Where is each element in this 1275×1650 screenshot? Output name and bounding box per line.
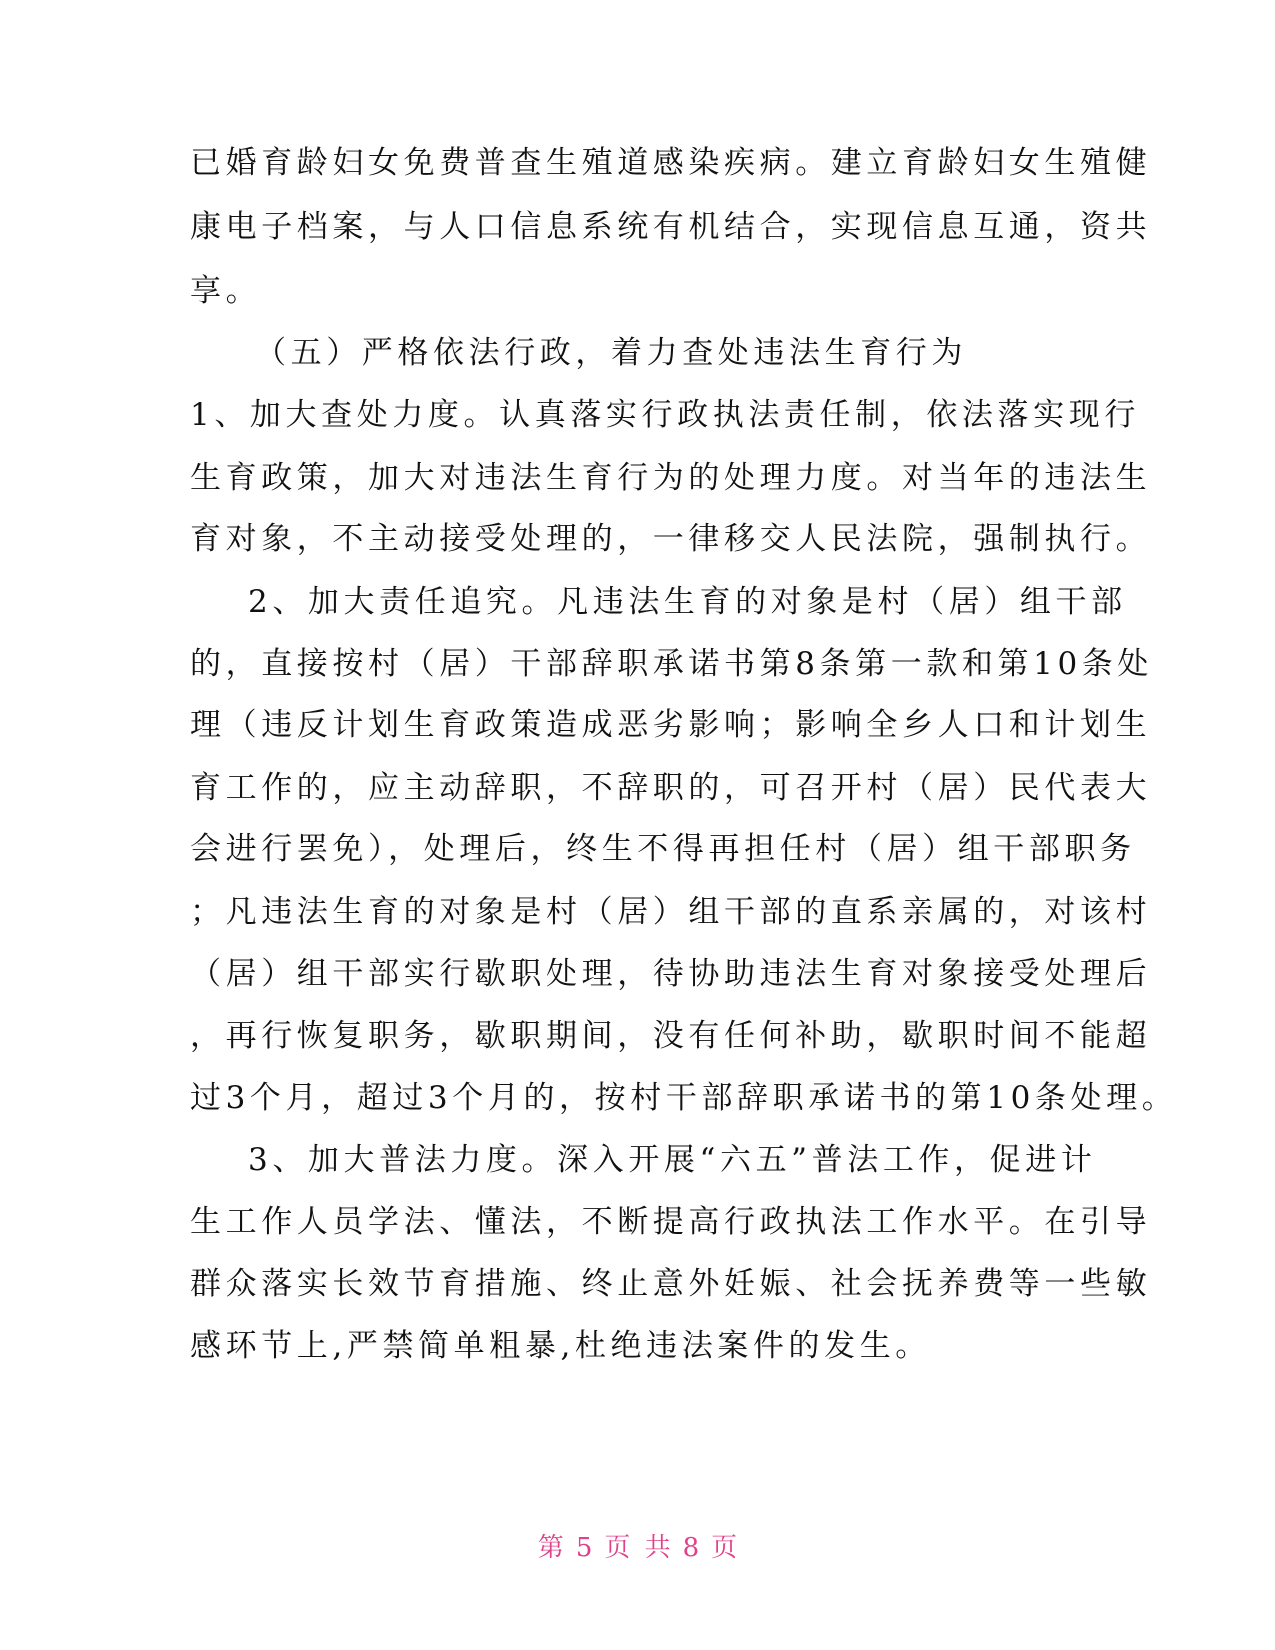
text-line: 的，直接按村（居）干部辞职承诺书第8条第一款和第10条处: [190, 646, 1153, 682]
text-line: 理（违反计划生育政策造成恶劣影响；影响全乡人口和计划生: [190, 707, 1152, 743]
total-page-number: 8: [682, 1533, 700, 1563]
text-line: 享。: [190, 273, 262, 309]
page-footer: [0, 1528, 1275, 1568]
footer-suffix: 页: [711, 1533, 738, 1563]
section-heading: （五）严格依法行政，着力查处违法生育行为: [255, 335, 967, 371]
text-line: ，再行恢复职务，歇职期间，没有任何补助，歇职时间不能超: [190, 1018, 1152, 1054]
text-line: 3、加大普法力度。深入开展“六五”普法工作，促进计: [248, 1142, 1097, 1178]
text-line: 育对象，不主动接受处理的，一律移交人民法院，强制执行。: [190, 521, 1152, 557]
text-line: 已婚育龄妇女免费普查生殖道感染疾病。建立育龄妇女生殖健: [190, 145, 1152, 181]
text-line: 生育政策，加大对违法生育行为的处理力度。对当年的违法生: [190, 460, 1152, 496]
text-line: 会进行罢免），处理后，终生不得再担任村（居）组干部职务: [190, 831, 1136, 867]
current-page-number: 5: [575, 1533, 593, 1563]
text-line: 育工作的，应主动辞职，不辞职的，可召开村（居）民代表大: [190, 770, 1152, 806]
text-line: 感环节上,严禁简单粗暴,杜绝违法案件的发生。: [190, 1328, 931, 1364]
text-line: ；凡违法生育的对象是村（居）组干部的直系亲属的，对该村: [190, 894, 1152, 930]
footer-prefix: 第: [537, 1533, 564, 1563]
text-line: 生工作人员学法、懂法，不断提高行政执法工作水平。在引导: [190, 1204, 1152, 1240]
text-line: 过3个月，超过3个月的，按村干部辞职承诺书的第10条处理。: [190, 1080, 1178, 1116]
text-line: 1、加大查处力度。认真落实行政执法责任制，依法落实现行: [190, 397, 1140, 433]
footer-middle: 页 共: [604, 1533, 671, 1563]
text-line: 群众落实长效节育措施、终止意外妊娠、社会抚养费等一些敏: [190, 1266, 1152, 1302]
text-line: （居）组干部实行歇职处理，待协助违法生育对象接受处理后: [190, 956, 1152, 992]
text-line: 康电子档案，与人口信息系统有机结合，实现信息互通，资共: [190, 209, 1152, 245]
text-line: 2、加大责任追究。凡违法生育的对象是村（居）组干部: [248, 584, 1127, 620]
